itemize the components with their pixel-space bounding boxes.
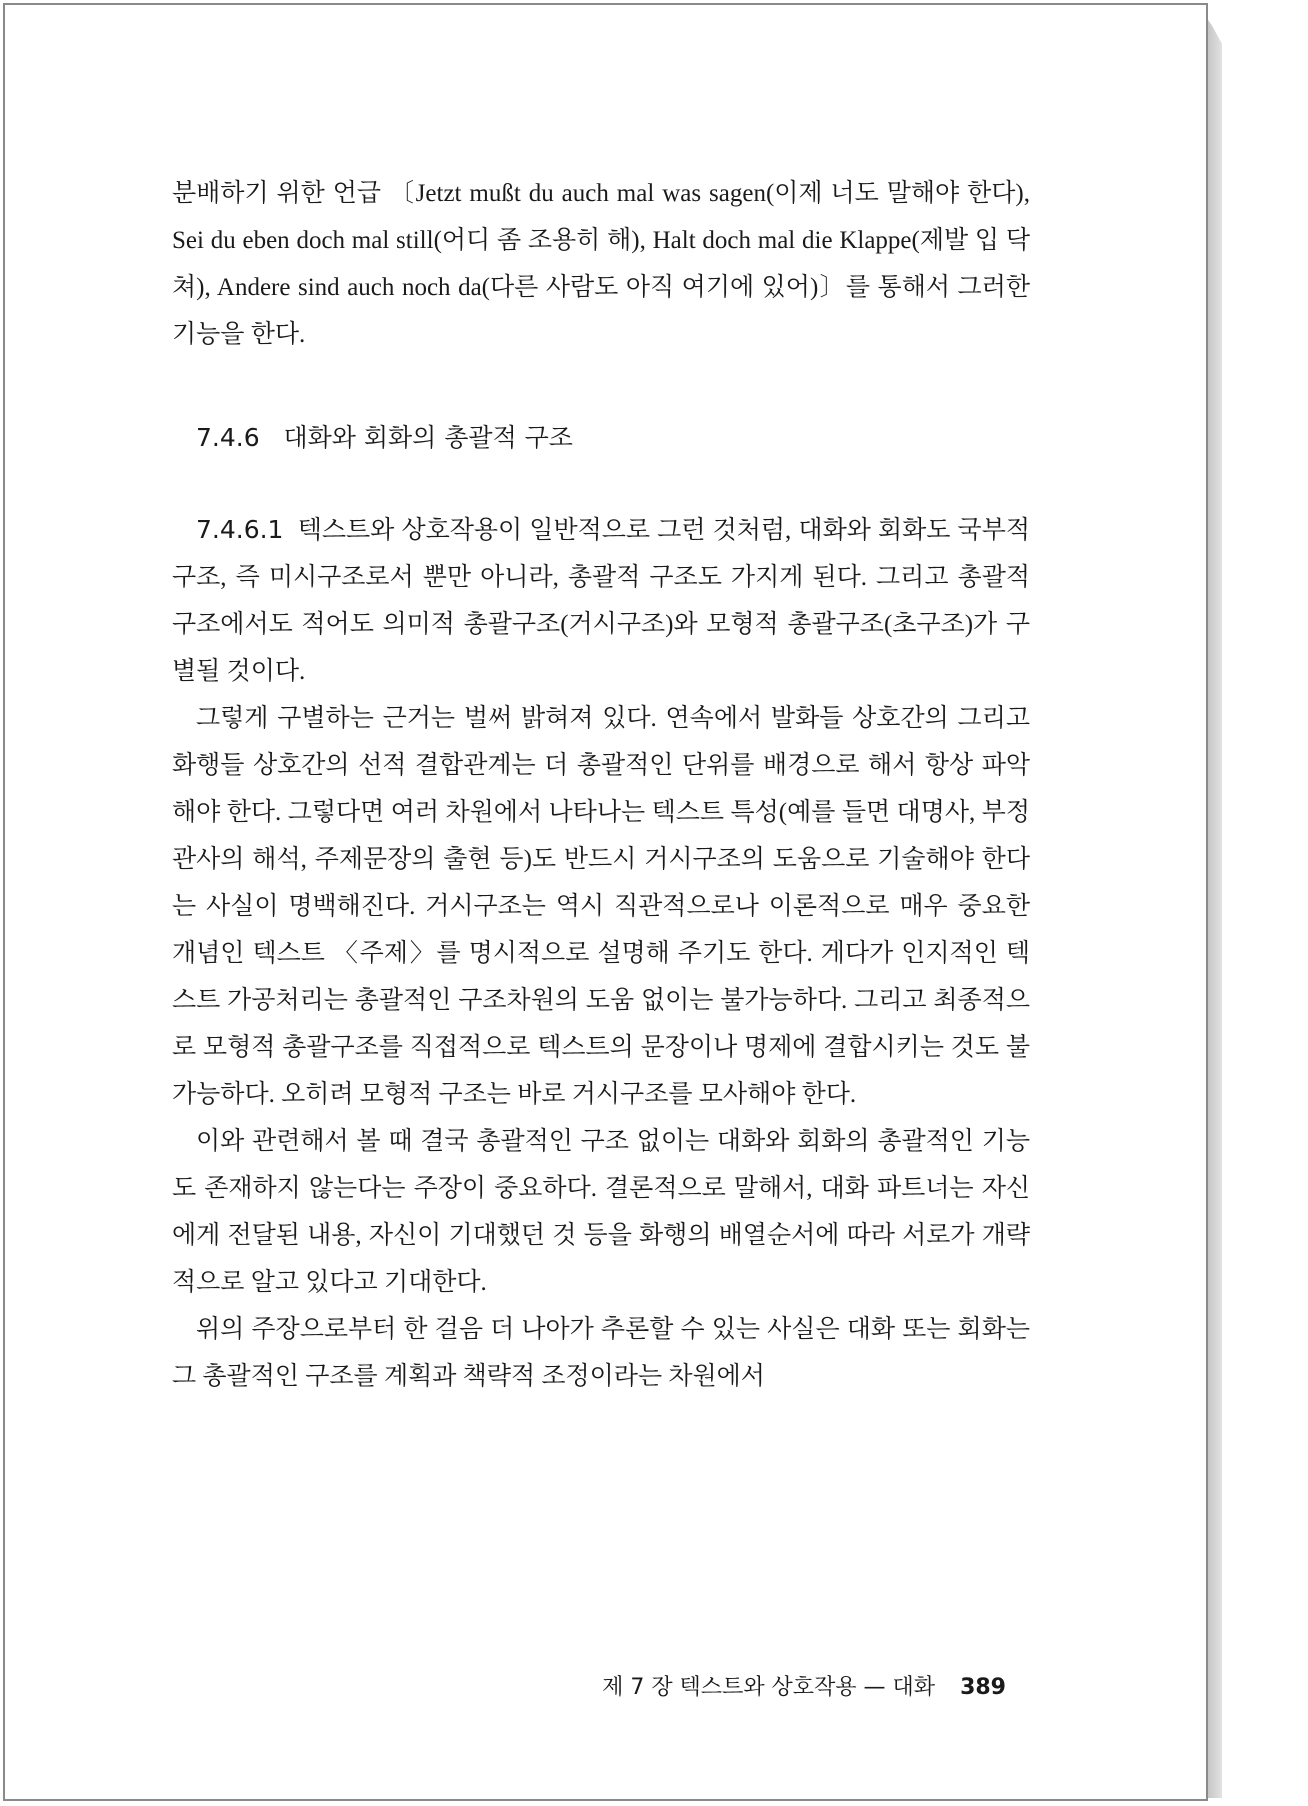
running-footer-chapter: 제 7 장 텍스트와 상호작용 — 대화: [602, 1675, 936, 1700]
section-heading: [196, 418, 1030, 454]
section-title: 대화와 회화의 총괄적 구조: [283, 423, 573, 452]
body-paragraph: 그렇게 구별하는 근거는 벌써 밝혀져 있다. 연속에서 발화들 상호간의 그리고 화행들 상호간의 선적 결합관계는 더 총괄적인 단위를 배경으로 해서 항상 파악해야 한다. 그렇다면 여러 차원에서 나타나는 텍스트 특성(예를 들면 대명사, 부정관사의 해석, 주제문장의 출현 등)도 반드시 거시구조의 도움으로 기술해야 한다는 사실이 명백해진다. 거시구조는 역시 직관적으로나 이론적으로 매우 중요한 개념인 텍스트 〈주제〉를 명시적으로 설명해 주기도 한다. 게다가 인지적인 텍스트 가공처리는 총괄적인 구조차원의 도움 없이는 불가능하다. 그리고 최종적으로 모형적 총괄구조를 직접적으로 텍스트의 문장이나 명제에 결합시키는 것도 불가능하다. 오히려 모형적 구조는 바로 거시구조를 모사해야 한다.: [172, 705, 1030, 1108]
body-paragraph: 이와 관련해서 볼 때 결국 총괄적인 구조 없이는 대화와 회화의 총괄적인 기능도 존재하지 않는다는 주장이 중요하다. 결론적으로 말해서, 대화 파트너는 자신에게 전달된 내용, 자신이 기대했던 것 등을 화행의 배열순서에 따라 서로가 개략적으로 알고 있다고 기대한다.: [172, 1128, 1030, 1296]
subsection-text: 텍스트와 상호작용이 일반적으로 그런 것처럼, 대화와 회화도 국부적 구조, 즉 미시구조로서 뿐만 아니라, 총괄적 구조도 가지게 된다. 그리고 총괄적 구조에서도 적어도 의미적 총괄구조(거시구조)와 모형적 총괄구조(초구조)가 구별될 것이다.: [172, 517, 1031, 685]
page-footer: [570, 1670, 1006, 1701]
page-number: 389: [960, 1675, 1006, 1700]
section-number: 7.4.6: [196, 423, 260, 452]
body-paragraph: 위의 주장으로부터 한 걸음 더 나아가 추론할 수 있는 사실은 대화 또는 회화는 그 총괄적인 구조를 계획과 책략적 조정이라는 차원에서: [172, 1316, 1030, 1390]
body-paragraph: 분배하기 위한 언급 〔Jetzt mußt du auch mal was sagen(이제 너도 말해야 한다), Sei du eben doch mal still(어디 좀 조용히 해), Halt doch mal die Klappe(제발 입 닥쳐), Andere sind auch noch da(다른 사람도 아직 여기에 있어)〕를 통해서 그러한 기능을 한다.: [172, 180, 1030, 348]
subsection-paragraph: [172, 506, 1030, 695]
subsection-number: 7.4.6.1: [196, 515, 284, 544]
page-body: [172, 170, 1030, 1400]
